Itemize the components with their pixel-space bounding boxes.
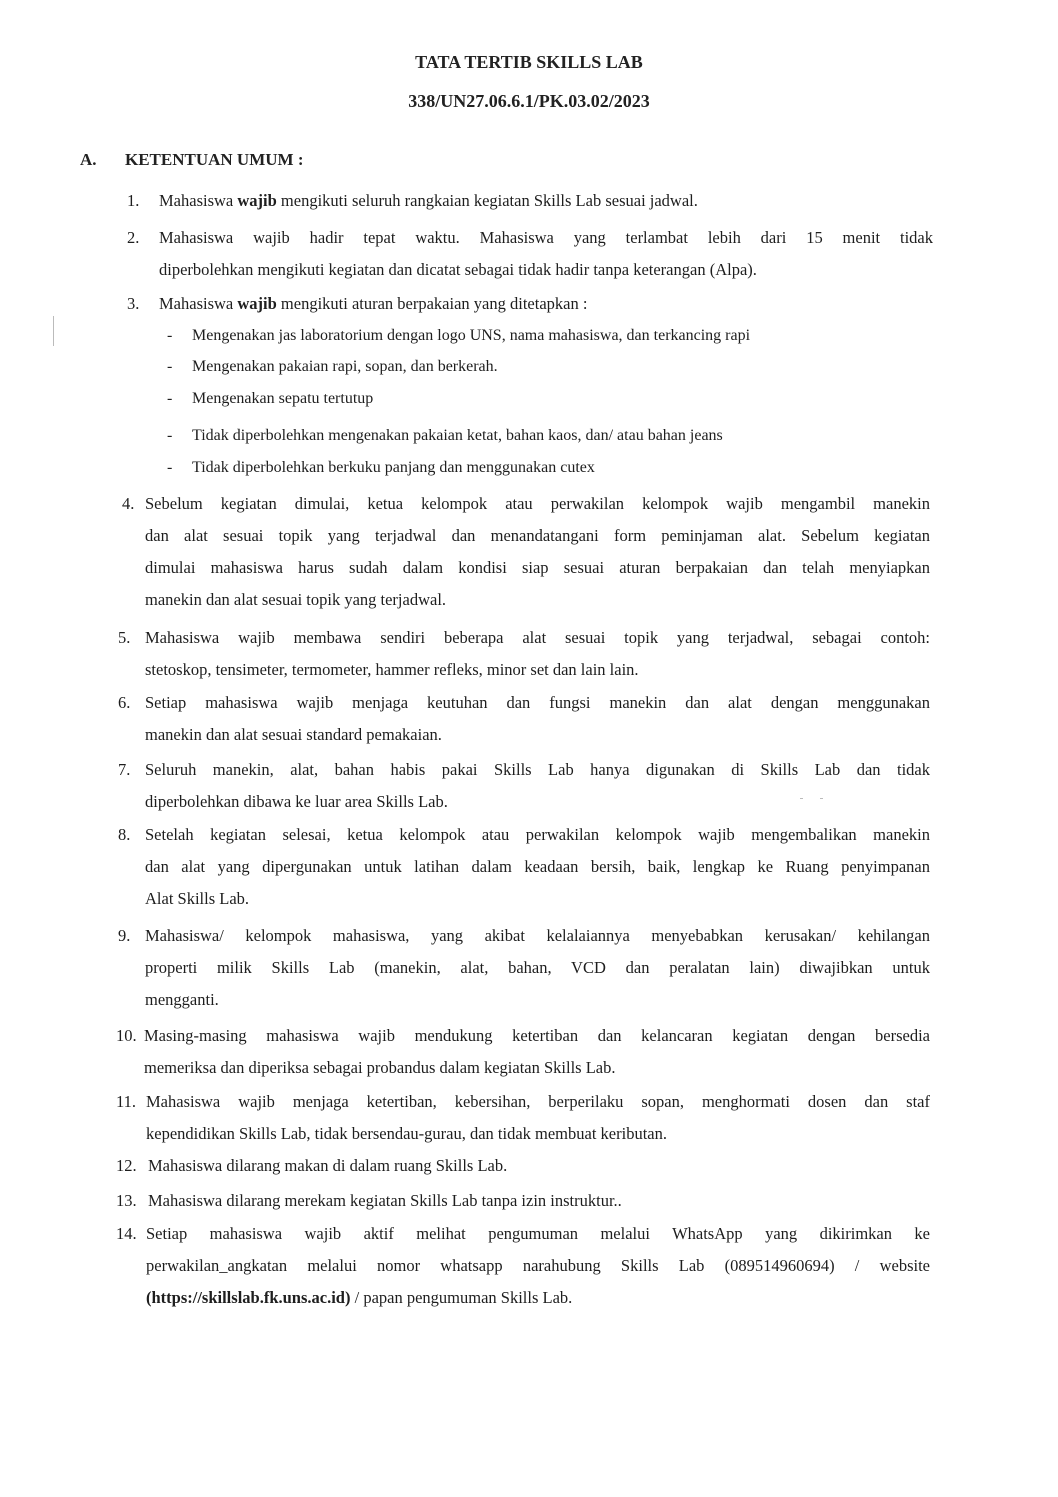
item-number: 9. [118, 926, 131, 945]
list-item [118, 687, 930, 751]
list-item [127, 222, 933, 286]
list-item [116, 1185, 930, 1217]
section-letter: A. [80, 150, 97, 169]
list-item [116, 1020, 930, 1084]
item-text: Mahasiswa dilarang makan di dalam ruang Skills Lab. [148, 1156, 508, 1175]
list-item [118, 920, 930, 1016]
section-heading [80, 150, 304, 170]
list-item [118, 754, 930, 818]
item-number: 14. [116, 1224, 137, 1243]
item-number: 12. [116, 1156, 137, 1175]
item-number: 8. [118, 825, 131, 844]
item-number: 13. [116, 1191, 137, 1210]
item-number: 3. [127, 294, 140, 313]
document-number: 338/UN27.06.6.1/PK.03.02/2023 [408, 91, 650, 111]
item-number: 1. [127, 191, 140, 210]
item-text: Mahasiswa dilarang merekam kegiatan Skills Lab tanpa izin instruktur.. [148, 1191, 622, 1210]
item-text: Sebelum kegiatan dimulai, ketua kelompok atau perwakilan kelompok wajib mengambil manekin dan alat sesuai topik yang terjadwal dan menandatangani form peminjaman alat. Sebelum kegiatan dimulai mahasiswa harus sudah dalam kondisi siap sesuai aturan berpakaian dan telah menyiapkan manekin dan alat sesuai topik yang terjadwal. [145, 494, 930, 609]
item-text: Mahasiswa wajib membawa sendiri beberapa alat sesuai topik yang terjadwal, sebagai contoh: stetoskop, tensimeter, termometer, hammer refleks, minor set dan lain lain. [145, 628, 930, 679]
list-item [116, 1086, 930, 1150]
list-item [116, 1218, 930, 1314]
document-page: TATA TERTIB SKILLS LAB 338/UN27.06.6.1/PK.03.02/2023 A. KETENTUAN UMUM : 1. Mahasiswa wajib mengikuti seluruh rangkaian kegiatan Skills Lab sesuai jadwal. 2. Mahasiswa wajib hadir tepat waktu. Mahasiswa yang terlambat lebih dari 15 menit tidak diperbolehkan mengikuti kegiatan dan dicatat sebagai tidak hadir tanpa keterangan (Alpa). 3. Mahasiswa wajib mengikuti aturan berpakaian yang ditetapkan : - Mengenakan jas laboratorium dengan logo UNS, nama mahasiswa, dan terkancing rapi - Mengenakan pakaian rapi, sopan, dan berkerah. - Mengenakan sepatu tertutup - Tidak diperbolehkan mengenakan pakaian ketat, bahan kaos, dan/ atau bahan jeans - Tidak diperbolehkan berkuku panjang dan menggunakan cutex 4. Sebelum kegiatan dimulai, ketua kelompok atau perwakilan kelompok wajib mengambil manekin dan alat sesuai topik yang terjadwal dan menandatangani form peminjaman alat. Sebelum kegiatan dimulai mahasiswa harus sudah dalam kondisi siap sesuai aturan berpakaian dan telah menyiapkan manekin dan alat sesuai topik yang terjadwal. 5. Mahasiswa wajib membawa sendiri beberapa alat sesuai topik yang terjadwal, sebagai contoh: stetoskop, tensimeter, termometer, hammer refleks, minor set dan lain lain. 6. Setiap mahasiswa wajib menjaga keutuhan dan fungsi manekin dan alat dengan menggunakan manekin dan alat sesuai standard pemakaian. 7. Seluruh manekin, alat, bahan habis pakai Skills Lab hanya digunakan di Skills Lab dan tidak diperbolehkan dibawa ke luar area Skills Lab. 8. Setelah kegiatan selesai, ketua kelompok atau perwakilan kelompok wajib mengembalikan manekin dan alat yang dipergunakan untuk latihan dalam keadaan bersih, baik, lengkap ke Ruang penyimpanan Alat Skills Lab. 9. Mahasiswa/ kelompok mahasiswa, yang akibat kelalaiannya menyebabkan kerusakan/ kehilangan properti milik Skills Lab (manekin, alat, bahan, VCD dan peralatan lain) diwajibkan untuk mengganti. 10. Masing-masing mahasiswa wajib mendukung ketertiban dan kelancaran kegiatan dengan bersedia memeriksa dan diperiksa sebagai probandus dalam kegiatan Skills Lab. 11. Mahasiswa wajib menjaga ketertiban, kebersihan, berperilaku sopan, menghormati dosen dan staf kependidikan Skills Lab, tidak bersendau-gurau, dan tidak membuat keributan. 12. Mahasiswa dilarang makan di dalam ruang Skills Lab. 13. Mahasiswa dilarang merekam kegiatan Skills Lab tanpa izin instruktur.. 14. Setiap mahasiswa wajib aktif melihat pengumuman melalui WhatsApp yang dikirimkan ke perwakilan_angkatan melalui nomor whatsapp narahubung Skills Lab (089514960694) / website (https://skillslab.fk.uns.ac.id) / papan pengumuman Skills Lab. [0, 0, 1058, 1497]
item-text: Mahasiswa wajib menjaga ketertiban, kebersihan, berperilaku sopan, menghormati dosen dan staf kependidikan Skills Lab, tidak bersendau-gurau, dan tidak membuat keributan. [146, 1092, 930, 1143]
item-number: 10. [116, 1026, 137, 1045]
item-text: Masing-masing mahasiswa wajib mendukung ketertiban dan kelancaran kegiatan dengan bersedia memeriksa dan diperiksa sebagai probandus dalam kegiatan Skills Lab. [144, 1026, 930, 1077]
item-text: Setelah kegiatan selesai, ketua kelompok atau perwakilan kelompok wajib mengembalikan manekin dan alat yang dipergunakan untuk latihan dalam keadaan bersih, baik, lengkap ke Ruang penyimpanan Alat Skills Lab. [145, 825, 930, 908]
item-number: 6. [118, 693, 131, 712]
list-item [122, 488, 930, 616]
list-item [118, 819, 930, 915]
item-text: Setiap mahasiswa wajib aktif melihat pengumuman melalui WhatsApp yang dikirimkan ke perwakilan_angkatan melalui nomor whatsapp narahubung Skills Lab (089514960694) / website (https://skillslab.fk.uns.ac.id) / papan pengumuman Skills Lab. [146, 1224, 930, 1307]
item-number: 4. [122, 494, 135, 513]
section-title: KETENTUAN UMUM : [125, 150, 304, 169]
item-number: 2. [127, 228, 140, 247]
item-text: Mahasiswa wajib mengikuti aturan berpakaian yang ditetapkan : [159, 294, 588, 313]
scan-artifact [53, 316, 54, 346]
list-item [127, 288, 932, 320]
document-title: TATA TERTIB SKILLS LAB [415, 52, 643, 72]
list-item [118, 622, 930, 686]
list-item [127, 185, 932, 217]
item-text: Setiap mahasiswa wajib menjaga keutuhan dan fungsi manekin dan alat dengan menggunakan manekin dan alat sesuai standard pemakaian. [145, 693, 930, 744]
item-text: Mahasiswa wajib mengikuti seluruh rangkaian kegiatan Skills Lab sesuai jadwal. [159, 191, 698, 210]
item-text: Mahasiswa wajib hadir tepat waktu. Mahasiswa yang terlambat lebih dari 15 menit tidak diperbolehkan mengikuti kegiatan dan dicatat sebagai tidak hadir tanpa keterangan (Alpa). [159, 228, 933, 279]
item-number: 11. [116, 1092, 137, 1111]
list-item [116, 1150, 930, 1182]
website-link[interactable]: (https://skillslab.fk.uns.ac.id) [146, 1288, 351, 1307]
item-text: Seluruh manekin, alat, bahan habis pakai Skills Lab hanya digunakan di Skills Lab dan tidak diperbolehkan dibawa ke luar area Skills Lab. [145, 760, 930, 811]
item-number: 5. [118, 628, 131, 647]
item-number: 7. [118, 760, 131, 779]
item-text: Mahasiswa/ kelompok mahasiswa, yang akibat kelalaiannya menyebabkan kerusakan/ kehilangan properti milik Skills Lab (manekin, alat, bahan, VCD dan peralatan lain) diwajibkan untuk mengganti. [145, 926, 930, 1009]
